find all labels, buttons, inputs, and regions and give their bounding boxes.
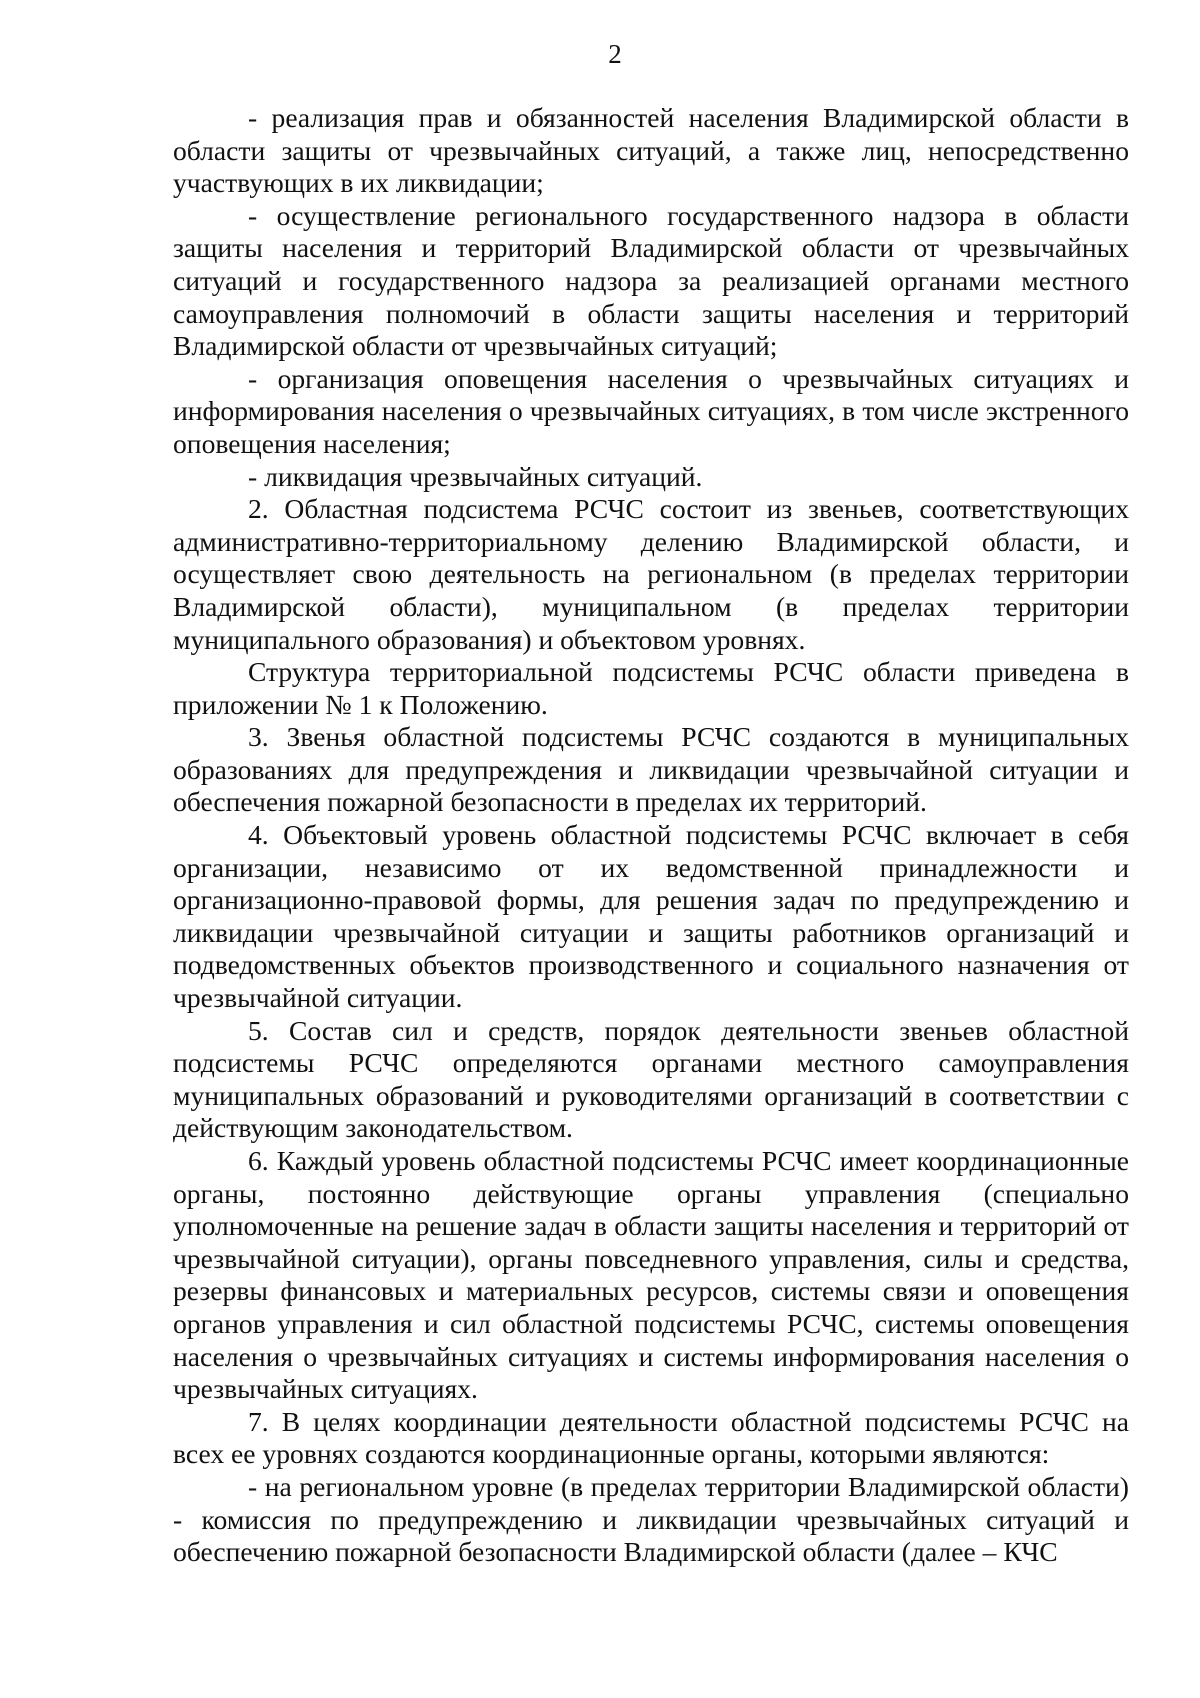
page-number: 2 [608,39,622,69]
paragraph-item-6: 6. Каждый уровень областной подсистемы РСЧС имеет координационные органы, постоянно действующие органы управления (специально уполномоченные на решение задач в области защиты населения и территорий от чрезвычайной ситуации), органы повседневного управления, силы и средства, резервы финансовых и материальных ресурсов, системы связи и оповещения органов управления и сил областной подсистемы РСЧС, системы оповещения населения о чрезвычайных ситуациях и системы информирования населения о чрезвычайных ситуациях. [173,1145,1129,1405]
paragraph-population-warning: - организация оповещения населения о чрезвычайных ситуациях и информирования населения о чрезвычайных ситуациях, в том числе экстренного оповещения населения; [173,362,1129,459]
paragraph-state-supervision: - осуществление регионального государственного надзора в области защиты населения и территорий Владимирской области от чрезвычайных ситуаций и государственного надзора за реализацией органами местного самоуправления полномочий в области защиты населения и территорий Владимирской области от чрезвычайных ситуаций; [173,199,1129,362]
paragraph-structure-appendix: Структура территориальной подсистемы РСЧС области приведена в приложении № 1 к Положению. [173,656,1129,720]
paragraph-regional-commission: - на региональном уровне (в пределах территории Владимирской области) - комиссия по предупреждению и ликвидации чрезвычайных ситуаций и обеспечению пожарной безопасности Владимирской области (далее – КЧС [173,1470,1129,1568]
document-body [173,102,1129,1569]
paragraph-emergency-liquidation: - ликвидация чрезвычайных ситуаций. [248,460,703,492]
paragraph-item-5: 5. Состав сил и средств, порядок деятельности звеньев областной подсистемы РСЧС определяются органами местного самоуправления муниципальных образований и руководителями организаций в соответствии с действующим законодательством. [173,1014,1129,1144]
paragraph-rights-implementation: - реализация прав и обязанностей населения Владимирской области в области защиты от чрезвычайных ситуаций, а также лиц, непосредственно участвующих в их ликвидации; [173,102,1129,199]
paragraph-item-4: 4. Объектовый уровень областной подсистемы РСЧС включает в себя организации, независимо от их ведомственной принадлежности и организационно-правовой формы, для решения задач по предупреждению и ликвидации чрезвычайной ситуации и защиты работников организаций и подведомственных объектов производственного и социального назначения от чрезвычайной ситуации. [173,819,1129,1014]
paragraph-item-3: 3. Звенья областной подсистемы РСЧС создаются в муниципальных образованиях для предупреждения и ликвидации чрезвычайной ситуации и обеспечения пожарной безопасности в пределах их территорий. [173,721,1129,818]
paragraph-item-7: 7. В целях координации деятельности областной подсистемы РСЧС на всех ее уровнях создаются координационные органы, которыми являются: [173,1405,1129,1470]
paragraph-item-2: 2. Областная подсистема РСЧС состоит из звеньев, соответствующих административно-территориальному делению Владимирской области, и осуществляет свою деятельность на региональном (в пределах территории Владимирской области), муниципальном (в пределах территории муниципального образования) и объектовом уровнях. [173,493,1129,655]
